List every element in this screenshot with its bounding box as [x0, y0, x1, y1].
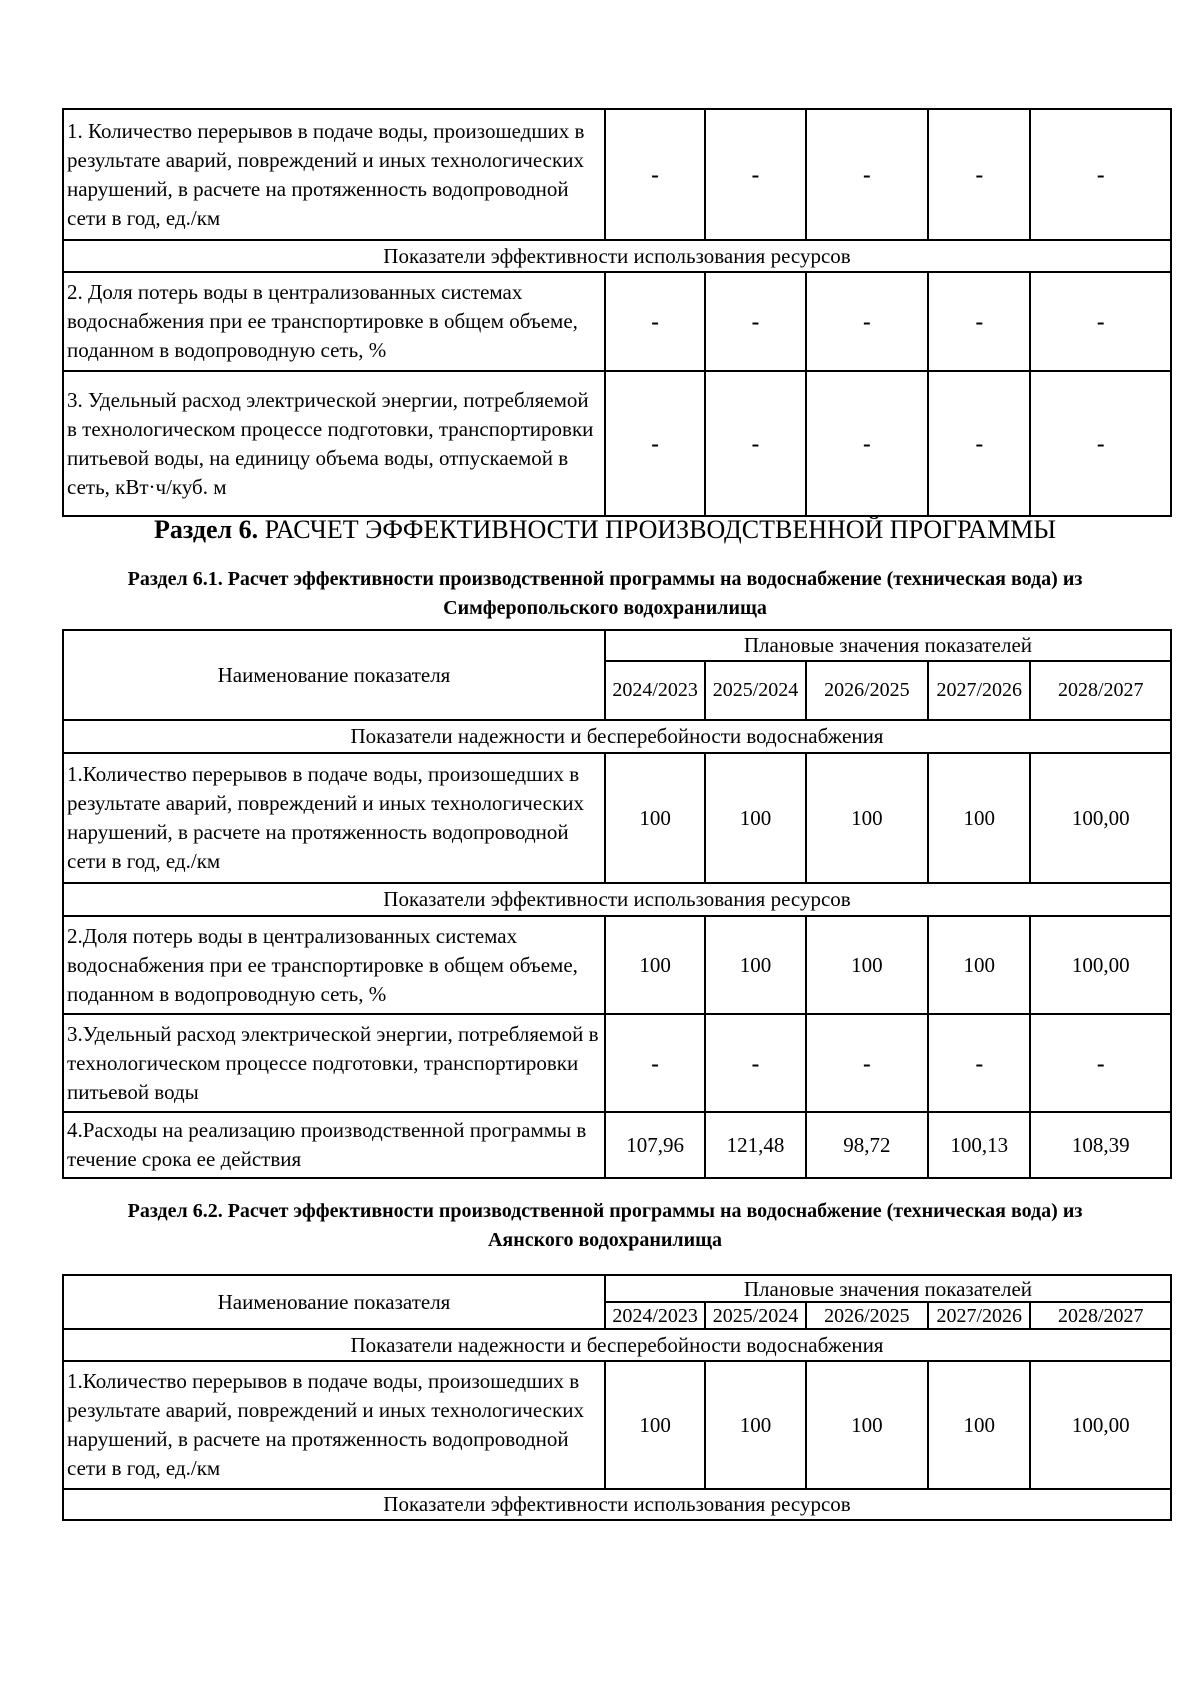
indicator-value: 100 [605, 916, 705, 1014]
indicator-value: - [705, 272, 805, 371]
section-6-2-line2: Аянского водохранилища [487, 1229, 722, 1251]
year-header: 2026/2025 [806, 1302, 928, 1329]
efficiency-table-ayan [62, 1274, 1172, 1521]
indicator-value: 108,39 [1030, 1112, 1171, 1178]
plan-values-header: Плановые значения показателей [605, 1275, 1171, 1302]
indicator-value: 100,00 [1030, 1361, 1171, 1489]
group-label: Показатели эффективности использования ресурсов [63, 240, 1171, 272]
indicator-value: 100 [605, 753, 705, 883]
indicator-value: - [705, 371, 805, 516]
indicator-value: 107,96 [605, 1112, 705, 1178]
indicator-name: 2.Доля потерь воды в централизованных системах водоснабжения при ее транспортировке в общем объеме, поданном в водопроводную сеть, % [63, 916, 605, 1014]
section-6-title: РАСЧЕТ ЭФФЕКТИВНОСТИ ПРОИЗВОДСТВЕННОЙ ПРОГРАММЫ [264, 515, 1056, 544]
group-label: Показатели надежности и бесперебойности водоснабжения [63, 1329, 1171, 1361]
indicator-value: - [928, 272, 1030, 371]
year-header: 2028/2027 [1030, 661, 1171, 720]
table-row [63, 753, 1171, 883]
indicator-value: - [605, 1014, 705, 1112]
group-row [63, 883, 1171, 916]
indicator-value: - [928, 109, 1030, 240]
year-header: 2026/2025 [806, 661, 928, 720]
year-header: 2024/2023 [605, 1302, 705, 1329]
indicator-value: - [806, 371, 928, 516]
indicator-value: - [605, 109, 705, 240]
indicator-name: 1.Количество перерывов в подаче воды, произошедших в результате аварий, повреждений и иных технологических нарушений, в расчете на протяженность водопроводной сети в год, ед./км [63, 1361, 605, 1489]
indicator-value: 100 [705, 916, 805, 1014]
indicator-name: 3. Удельный расход электрической энергии, потребляемой в технологическом процессе подготовки, транспортировки питьевой воды, на единицу объема воды, отпускаемой в сеть, кВт·ч/куб. м [63, 371, 605, 516]
table-row [63, 109, 1171, 240]
name-column-header: Наименование показателя [63, 630, 605, 720]
indicator-value: - [1030, 272, 1171, 371]
section-6-heading [40, 515, 1170, 545]
efficiency-table-simferopol [62, 629, 1172, 1179]
indicator-value: 100 [705, 1361, 805, 1489]
indicators-table-continued [62, 108, 1172, 517]
year-header: 2025/2024 [705, 1302, 805, 1329]
group-row [63, 720, 1171, 753]
table-row [63, 371, 1171, 516]
indicator-value: 100 [806, 1361, 928, 1489]
indicator-value: 100,00 [1030, 916, 1171, 1014]
section-6-1-line1: Раздел 6.1. Расчет эффективности производственной программы на водоснабжение (техническая вода) из [127, 568, 1083, 590]
indicator-value: - [806, 1014, 928, 1112]
year-header: 2027/2026 [928, 1302, 1030, 1329]
indicator-value: 100 [928, 1361, 1030, 1489]
group-row [63, 1489, 1171, 1520]
indicator-value: 100 [705, 753, 805, 883]
year-header: 2025/2024 [705, 661, 805, 720]
indicator-value: - [928, 1014, 1030, 1112]
group-row [63, 1329, 1171, 1361]
year-header: 2027/2026 [928, 661, 1030, 720]
table-row [63, 1361, 1171, 1489]
indicator-value: - [1030, 109, 1171, 240]
table-row [63, 1112, 1171, 1178]
section-6-2-heading [40, 1197, 1170, 1255]
indicator-name: 3.Удельный расход электрической энергии, потребляемой в технологическом процессе подготовки, транспортировки питьевой воды [63, 1014, 605, 1112]
indicator-value: - [1030, 1014, 1171, 1112]
indicator-value: 100 [605, 1361, 705, 1489]
indicator-value: - [605, 272, 705, 371]
indicator-value: - [605, 371, 705, 516]
indicator-value: - [806, 109, 928, 240]
group-label: Показатели эффективности использования ресурсов [63, 883, 1171, 916]
indicator-value: 100,13 [928, 1112, 1030, 1178]
indicator-value: 100 [806, 753, 928, 883]
table-row [63, 272, 1171, 371]
indicator-value: - [705, 1014, 805, 1112]
indicator-value: 98,72 [806, 1112, 928, 1178]
indicator-value: 121,48 [705, 1112, 805, 1178]
indicator-value: - [928, 371, 1030, 516]
group-row [63, 240, 1171, 272]
indicator-name: 4.Расходы на реализацию производственной программы в течение срока ее действия [63, 1112, 605, 1178]
plan-values-header: Плановые значения показателей [605, 630, 1171, 661]
indicator-value: 100 [928, 916, 1030, 1014]
indicator-value: 100,00 [1030, 753, 1171, 883]
section-6-1-heading [40, 565, 1170, 623]
group-label: Показатели эффективности использования ресурсов [63, 1489, 1171, 1520]
indicator-name: 2. Доля потерь воды в централизованных системах водоснабжения при ее транспортировке в общем объеме, поданном в водопроводную сеть, % [63, 272, 605, 371]
group-label: Показатели надежности и бесперебойности водоснабжения [63, 720, 1171, 753]
name-column-header: Наименование показателя [63, 1275, 605, 1329]
indicator-name: 1. Количество перерывов в подаче воды, произошедших в результате аварий, повреждений и иных технологических нарушений, в расчете на протяженность водопроводной сети в год, ед./км [63, 109, 605, 240]
section-6-2-line1: Раздел 6.2. Расчет эффективности производственной программы на водоснабжение (техническая вода) из [127, 1200, 1083, 1222]
table-row [63, 916, 1171, 1014]
section-6-1-line2: Симферопольского водохранилища [443, 597, 767, 619]
indicator-name: 1.Количество перерывов в подаче воды, произошедших в результате аварий, повреждений и иных технологических нарушений, в расчете на протяженность водопроводной сети в год, ед./км [63, 753, 605, 883]
indicator-value: - [806, 272, 928, 371]
indicator-value: - [1030, 371, 1171, 516]
indicator-value: 100 [928, 753, 1030, 883]
indicator-value: 100 [806, 916, 928, 1014]
year-header: 2028/2027 [1030, 1302, 1171, 1329]
indicator-value: - [705, 109, 805, 240]
table-row [63, 1014, 1171, 1112]
year-header: 2024/2023 [605, 661, 705, 720]
section-6-prefix: Раздел 6. [153, 515, 259, 544]
